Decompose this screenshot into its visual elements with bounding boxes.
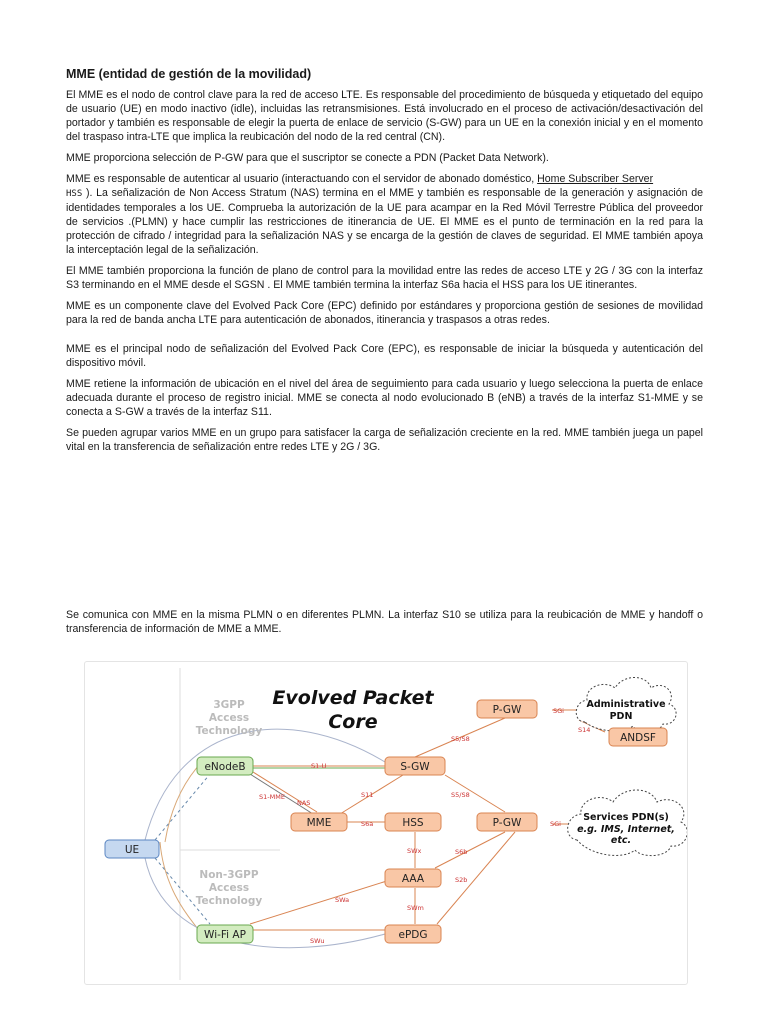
node-hss-label: HSS: [402, 817, 424, 829]
services-pdn-sub1: e.g. IMS, Internet,: [577, 824, 675, 835]
services-pdn-cloud: [568, 790, 687, 856]
node-pgw-top: [477, 700, 537, 718]
iface-s5s8-mid: S5/S8: [451, 791, 470, 799]
node-enodeb-label: eNodeB: [204, 761, 246, 773]
line-ue-enodeb-curve: [165, 766, 198, 842]
section-heading: MME (entidad de gestión de la movilidad): [66, 67, 312, 81]
line-aaa-pgwmid: [435, 832, 505, 868]
epc-diagram-figure: [84, 661, 688, 985]
diagram-title-line1: Evolved Packet: [272, 687, 434, 709]
paragraph-3-start: MME es responsable de autenticar al usuario (interactuando con el servidor de abonado doméstico,: [66, 173, 538, 185]
node-hss: [385, 813, 441, 831]
paragraph-8: Se pueden agrupar varios MME en un grupo para satisfacer la carga de señalización creciente en la red. MME también juega un papel vital en la transferencia de señalización entre redes LTE y 2G / 3G.: [66, 427, 703, 453]
iface-nas: NAS: [297, 799, 311, 807]
node-ue-label: UE: [124, 844, 140, 856]
node-andsf-label: ANDSF: [620, 732, 656, 744]
node-pgw-mid: [477, 813, 537, 831]
node-aaa: [385, 869, 441, 887]
iface-s6b: S6b: [455, 848, 468, 856]
region-3gpp-line2: Access: [208, 712, 250, 724]
node-wifi-ap: [197, 925, 253, 943]
paragraph-7: MME retiene la información de ubicación en el nivel del área de seguimiento para cada usuario y luego selecciona la puerta de enlace adecuada durante el proceso de registro inicial. MME se conecta al nodo evolucionado B (eNB) a través de la interfaz S1-MME y se conecta a S-GW a través de la interfaz S11.: [66, 378, 703, 418]
line-ue-enodeb-dashed: [155, 774, 210, 840]
line-ue-wifi-curve: [160, 842, 198, 930]
iface-swx: SWx: [407, 847, 422, 855]
paragraph-6: MME es el principal nodo de señalización del Evolved Pack Core (EPC), es responsable de iniciar la búsqueda y autenticación del dispositivo móvil.: [66, 343, 703, 369]
document-body: [66, 66, 703, 461]
services-pdn-title: Services PDN(s): [583, 812, 669, 823]
iface-s5s8-top: S5/S8: [451, 735, 470, 743]
services-pdn-sub2: etc.: [610, 835, 632, 846]
region-3gpp-line3: Technology: [195, 725, 263, 737]
line-ue-sgw-arc: [145, 729, 385, 840]
iface-s11: S11: [361, 791, 374, 799]
iface-s2b: S2b: [455, 876, 468, 884]
region-non3gpp-line2: Access: [208, 882, 250, 894]
line-wifi-aaa: [250, 880, 390, 924]
iface-s1u: S1-U: [311, 762, 327, 770]
node-epdg: [385, 925, 441, 943]
region-non3gpp-line3: Technology: [195, 895, 263, 907]
iface-sgi-top: SGi: [553, 707, 564, 715]
node-ue: [105, 840, 159, 858]
admin-pdn-line2: PDN: [609, 711, 633, 722]
line-epdg-pgwmid: [437, 832, 515, 924]
iface-sgi-mid: SGi: [550, 820, 561, 828]
node-sgw-label: S-GW: [400, 761, 430, 773]
diagram-title-line2: Core: [328, 711, 378, 733]
node-pgw-top-label: P-GW: [492, 704, 522, 716]
region-non3gpp-line1: Non-3GPP: [199, 869, 259, 881]
paragraph-4: El MME también proporciona la función de plano de control para la movilidad entre las redes de acceso LTE y 2G / 3G con la interfaz S3 terminando en el MME desde el SGSN . El MME también termina la interfaz S6a hacia el HSS para los UE itinerantes.: [66, 265, 703, 291]
paragraph-2: MME proporciona selección de P-GW para que el suscriptor se conecte a PDN (Packet Data Network).: [66, 152, 549, 164]
node-andsf: [609, 728, 667, 746]
iface-swa: SWa: [335, 896, 350, 904]
node-pgw-mid-label: P-GW: [492, 817, 522, 829]
node-wifi-label: Wi-Fi AP: [204, 929, 246, 941]
paragraph-3: [66, 172, 703, 257]
node-epdg-label: ePDG: [398, 929, 428, 941]
paragraph-s10: Se comunica con MME en la misma PLMN o en diferentes PLMN. La interfaz S10 se utiliza para la reubicación de MME y handoff o transferencia de información de MME a MME.: [66, 609, 703, 635]
epc-diagram: [85, 662, 687, 984]
node-sgw: [385, 757, 445, 775]
node-enodeb: [197, 757, 253, 775]
admin-pdn-cloud: [576, 678, 676, 732]
iface-swu: SWu: [310, 937, 325, 945]
iface-swm: SWm: [407, 904, 424, 912]
node-mme: [291, 813, 347, 831]
paragraph-5: MME es un componente clave del Evolved Pack Core (EPC) definido por estándares y proporciona gestión de sesiones de movilidad para la red de banda ancha LTE para autenticación de abonados, itinerancia y traspasos a otras redes.: [66, 300, 703, 326]
hss-abbr: HSS: [66, 189, 83, 199]
line-ue-wifi-dashed: [155, 858, 210, 924]
node-aaa-label: AAA: [401, 873, 425, 885]
iface-s1mme: S1-MME: [259, 793, 285, 801]
hss-link[interactable]: Home Subscriber Server: [537, 173, 654, 185]
iface-s14: S14: [578, 726, 591, 734]
paragraph-1: El MME es el nodo de control clave para la red de acceso LTE. Es responsable del procedimiento de búsqueda y etiquetado del equipo de usuario (UE) en modo inactivo (idle), incluidas las retransmisiones. Está involucrado en el proceso de activación/desactivación del portador y también es responsable de elegir la puerta de enlace de servicio (S-GW) para un UE en la conexión inicial y en el momento del traspaso intra-LTE que implica la reubicación del nodo de la red central (CN).: [66, 89, 703, 143]
iface-s6a: S6a: [361, 820, 374, 828]
node-mme-label: MME: [306, 817, 332, 829]
admin-pdn-line1: Administrative: [586, 699, 666, 710]
region-3gpp-line1: 3GPP: [213, 699, 245, 711]
paragraph-3-end: ). La señalización de Non Access Stratum (NAS) termina en el MME y también es responsable de la generación y asignación de identidades temporales a los UE. Comprueba la autorización de la UE para acampar en la Red Móvil Terrestre Pública del proveedor de servicios .(PLMN) y hace cumplir las restricciones de itinerancia de UE. El MME es el punto de terminación en la red para la protección de cifrado / integridad para la señalización NAS y se encarga de la gestión de claves de seguridad. El MME también apoya la interceptación legal de la señalización.: [66, 187, 703, 256]
